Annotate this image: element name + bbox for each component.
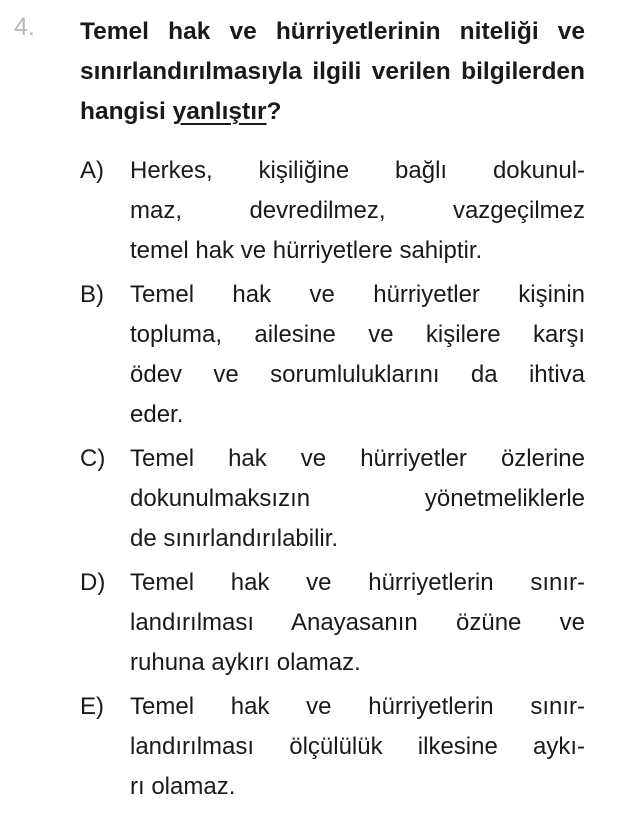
option-c-line: Temel hak ve hürriyetler özlerine: [130, 445, 585, 472]
option-d[interactable]: [80, 563, 585, 683]
option-c[interactable]: [80, 439, 585, 559]
option-c-text: [130, 439, 585, 559]
option-a-line: temel hak ve hürriyetlere sahiptir.: [130, 237, 483, 264]
option-b-line: eder.: [130, 401, 184, 428]
question-stem-underlined-word: yanlıştır: [172, 98, 267, 125]
option-e-letter: E): [80, 693, 104, 720]
option-e[interactable]: [80, 687, 585, 807]
option-d-line: Temel hak ve hürriyetlerin sınır-: [130, 569, 585, 596]
option-a-line: Herkes, kişiliğine bağlı dokunul-: [130, 157, 585, 184]
option-c-letter: C): [80, 445, 106, 472]
option-c-line: dokunulmaksızın yönetmeliklerle: [130, 485, 585, 512]
option-b-text: [130, 275, 585, 435]
option-d-line: landırılması Anayasanın özüne ve: [130, 609, 585, 636]
question-stem: [80, 12, 585, 132]
option-d-text: [130, 563, 585, 683]
option-e-line: Temel hak ve hürriyetlerin sınır-: [130, 693, 585, 720]
option-b-line: topluma, ailesine ve kişilere karşı: [130, 321, 585, 348]
option-b[interactable]: [80, 275, 585, 435]
option-e-line: rı olamaz.: [130, 773, 236, 800]
option-c-line: de sınırlandırılabilir.: [130, 525, 339, 552]
answer-options: [80, 151, 585, 811]
option-e-text: [130, 687, 585, 807]
option-b-letter: B): [80, 281, 104, 308]
question-stem-mark: ?: [266, 98, 282, 125]
option-b-line: ödev ve sorumluluklarını da ihtiva: [130, 361, 585, 388]
option-a-line: maz, devredilmez, vazgeçilmez: [130, 197, 585, 224]
option-a-letter: A): [80, 157, 104, 184]
option-e-line: landırılması ölçülülük ilkesine aykı-: [130, 733, 585, 760]
question-number: 4.: [14, 13, 35, 41]
question-stem-text: Temel hak ve hürriyetlerinin niteliği ve sınırlandırılmasıyla ilgili verilen bilgilerden hangisi: [80, 18, 585, 125]
option-a[interactable]: [80, 151, 585, 271]
option-a-text: [130, 151, 585, 271]
option-b-line: Temel hak ve hürriyetler kişinin: [130, 281, 585, 308]
option-d-letter: D): [80, 569, 106, 596]
option-d-line: ruhuna aykırı olamaz.: [130, 649, 361, 676]
